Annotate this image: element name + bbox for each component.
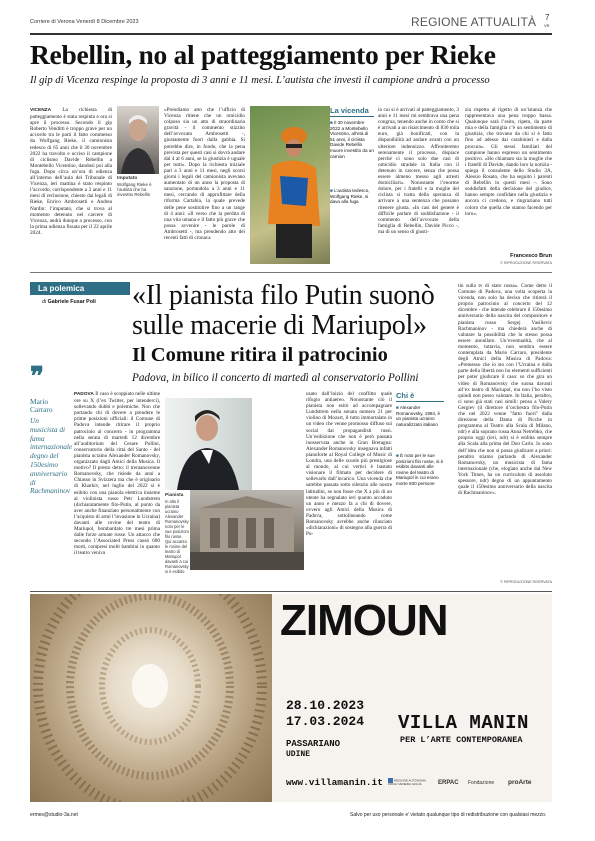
factbox2-item-1 [396, 405, 444, 427]
page-edition: VR [544, 23, 550, 28]
article1-col4: zia rispetto al rigetto di un’istanza che rappresentava una pena troppo bassa. Qualunque sarà l’esito, ripeto, da parte mia e della famiglia c’è un sentimento di giustizia, che trovano da chi si è fatto fino ad adesso dai carabinieri e dalla procura». Gli stessi familiari del campione hanno espresso un sentimento positivo. «Ho chiamato sia la moglie che i fratelli di Davide, dando loro la notizia - spiega il consulente dello Studio 3A, Alessio Rosato, che ha seguito i parenti di Rebellin in questi mesi -. Sono soddisfatti della decisione del giudice, hanno sempre confidato nella giustizia e ancora ci credono, e ringraziano tutti coloro che quella che stanno facendo per loro». [465, 107, 552, 217]
article2-subhead: Padova, in bilico il concerto di martedì al conservatorio Pollini [132, 372, 419, 384]
article2-col2: usato dall’inizio del conflitto quale rifugio antiaereo. Nonostante ciò il pianista non esitò ad accompagnare Lundstrem nella sonata numero 21 per violino di Mozart, il tutto immortalato in un video che venne promosso diffuso sui social dai propagandisti russi. Un’esibizione che non è però passata inosservata anche in Gran Bretagna: Alexander Romanovsky insegnava infatti pianoforte al Royal College of Music di Londra, una delle scuole più prestigiose al mondo, al cui vertici è bastato visionare il filmato per decidere di sollevarlo dall’incarico. Una vicenda che sarebbe passata sotto silenzio alle nostre latitudini, se non fosse che X a più di un utente ha segnalato ieri quanto accaduto un anno e mezzo fa a chi di dovere, ovvero agli Amici della Musica di Padova, sottolineando come Romanovsky avrebbe anche rilasciato «dichiarazioni» di sostegno alla guerra di Pu- [306, 391, 392, 538]
article1-dateline: VICENZA [30, 108, 52, 113]
ad-sponsor-4: proArte [508, 779, 532, 786]
article2-caption-text: In alto il pianista ucraino Alexander Romanovsky noto per le sue posizioni filo russe. Qui accanto le rovine del teatro di Mariupol davanti a cui Romanovsky si è esibito [165, 498, 189, 574]
ruins-figure [190, 490, 304, 570]
portrait-figure [117, 106, 159, 174]
article1-col1 [30, 107, 112, 267]
article2-factbox [396, 391, 446, 571]
ad-divider [30, 591, 552, 592]
article1-photo-rebellin [250, 106, 330, 264]
article2-byline [42, 299, 96, 305]
page-number: 7 [545, 13, 550, 22]
ad-artwork [30, 594, 272, 802]
article2-headline-3: Il Comune ritira il patrocinio [132, 344, 388, 366]
factbox2-bullet-icon: ■ [396, 453, 401, 458]
footer-notice: Salvo per uso personale e' vietato qualunque tipo di redistribuzione con qualsiasi mezzo. [350, 812, 547, 818]
article1-byline: Francesco Brun [510, 253, 552, 259]
article1-photo-caption [117, 176, 161, 197]
article1-rights: © RIPRODUZIONE RISERVATA [500, 261, 552, 265]
factbox-title: La vicenda [330, 106, 369, 115]
article2-byline-name: Gabriele Fusar Poli [47, 299, 96, 305]
factbox-item-2-text: L’autista tedesco, Wolfgang Rieke, si dava alla fuga [330, 188, 370, 205]
quote-author: Mario Carraro [30, 397, 53, 415]
factbox2-title: Chi è [396, 391, 415, 400]
article1-headline: Rebellin, no al patteggiamento per Rieke [30, 39, 496, 70]
article2-photo-ruins [190, 490, 304, 570]
article1-caption-title: Imputato [117, 176, 138, 181]
cyclist-figure [250, 106, 330, 264]
pianist-figure [165, 398, 252, 490]
article2-caption-title: Pianista [165, 493, 184, 498]
ad-date-end: 17.03.2024 [286, 714, 365, 729]
ad-banner[interactable] [30, 594, 552, 802]
ad-place: PASSARIANO [286, 739, 341, 749]
ad-date-start: 28.10.2023 [286, 698, 365, 713]
ad-venue: VILLA MANIN [398, 712, 529, 734]
article2-headline-2: sulle macerie di Mariupol» [132, 310, 427, 341]
factbox2-item-2 [396, 453, 444, 487]
factbox-item-1-text: Il 30 novembre 2022 a Montebello Vicentino, all’età di 51 anni, il ciclista Davide Rebellin muore investito da un camion [330, 120, 374, 159]
article2-byline-prefix: di [42, 299, 47, 305]
article1-col3: in cui si è arrivati al patteggiamento, 3 anni e 11 mesi mi sembrava una pena congrua, tenendo anche in conto che si è arrivati a un risarcimento di 830 mila euro, già bonificati, con la disponibilità ad andare avanti con un ulteriore indennizzo. Affronteremo serenamente il processo, dispiace perché ci sono solo due casi di omicidio stradale in Italia con il detenuto in carcere, senza che possa essere almeno messo agli arresti domiciliari». Nonostante l’enorme dolore, per i fratelli e la moglie del ciclista si tratta della speranza di arrivare a una sentenza che possano ritenere giusta. «In casi del genere è difficile parlare di soddisfazione - il commento dell’avvocato della famiglia di Rebellin, Davide Picco -, ma di un senso di giusti- [378, 107, 459, 235]
article1-caption-text: Wolfgang Rieke è l’autista che ha investito Rebellin [117, 181, 152, 197]
ad-title: ZIMOUN [280, 596, 448, 645]
article1-subhead: Il gip di Vicenza respinge la proposta di 3 anni e 11 mesi. L’autista che investì il campione andrà a processo [30, 75, 490, 86]
article2-photo-pianist [165, 398, 252, 490]
ad-sponsor-1-text: REGIONE AUTÒNOMA FRIULI VENEZIA GIULIA [388, 778, 426, 786]
factbox2-rule [396, 401, 444, 402]
article1-factbox [330, 106, 374, 266]
factbox-bullet-icon: ■ [330, 188, 335, 193]
factbox-item-1 [330, 120, 374, 159]
factbox2-item-2-text: È noto per le sue posizioni filo russe, si è esibito davanti alle rovine del teatro di Mariupol in cui erano morte 600 persone [396, 453, 444, 486]
header-rule [30, 33, 552, 35]
ad-sponsor-3: Fondazione [468, 780, 495, 786]
article2-headline-1: «Il pianista filo Putin suonò [132, 280, 435, 311]
factbox-item-2 [330, 188, 374, 205]
article1-col1-text: La richiesta di patteggiamento è stata respinta e ora si apre il processo. Secondo il gip Roberto Venditti è troppo grave per un accordo tra le parti il fatto commesso da Wolfgang Rieke, il camionista tedesco di 65 anni che il 30 novembre 2022 ha travolto e ucciso il campione di ciclismo Davide Rebellin a Montebello Vicentino, dandosi poi alla fuga. Dopo circa un’ora di udienza all’interno dell’aula del Tribunale di Vicenza, ieri mattina è stato respinto l’accordo, corrispondente a 3 anni e 11 mesi di reclusione, chiesto dai legali di Rieke, Enrico Ambrosetti e Andrea Nardin: l’imputato, che si trova al momento detenuto nel carcere di Vicenza, andrà dunque a processo, con la prima udienza fissata per il 22 aprile 2024. [30, 107, 112, 236]
ad-artwork-pattern [30, 594, 272, 802]
article1-col2: «Prendiamo atto che l’ufficio di Vicenza ritiene che un omicidio colposo sia un atto di straordinaria gravità - il commento stizzito dell’avvocato Ambrosetti -, giustamente fuori dalla gabbia. Si potrebbe dire, in fondo, che la pena prevista per questi casi si dovrà andare dal 4 al 6 anni, se la giustizia è uguale per tutti». Dopo la richiesta iniziale pari a 3 anni e 11 mesi, negli scorsi giorni i legali del camionista avevano aumentato di un anno la proposta di sanzione, portandola a 3 anni e 11 mesi, cercando di approfittare della riforma Cartabia, la quale prevede delle pene sostitutive fino a un range di 4 anni: «Il verso che la perdita di una vita umana e il fatto più grave che possa avvenire - le parole di Ambrosetti -, ma prendendo atto dei recenti fatti di cronaca [164, 107, 245, 241]
paper-date: Corriere di Verona Venerdì 8 Dicembre 2023 [30, 19, 139, 25]
ad-sponsor-2: ERPAC [438, 780, 459, 786]
ad-venue-sub: PER L’ARTE CONTEMPORANEA [400, 735, 523, 745]
article2-rights: © RIPRODUZIONE RISERVATA [500, 580, 552, 584]
factbox2-bullet-icon: ■ [396, 405, 400, 410]
footer-email: ermes@studio-3a.net [30, 812, 78, 818]
quote-text: Un musicista di fama internazionale degno del 150esimo anniversario di Rachmaninov [30, 416, 73, 496]
article2-kicker: La polemica [30, 282, 130, 295]
quote-mark-icon: ❞ [30, 362, 44, 391]
section-divider [30, 272, 552, 273]
article2-dateline: PADOVA [74, 392, 94, 397]
ad-place-sub: UDINE [286, 750, 311, 759]
section-label: REGIONE ATTUALITÀ [411, 15, 537, 29]
article2-col1 [74, 391, 160, 587]
article2-col3: tin sulla tv di stato russa». Come detto il Comune di Padova, una volta scoperta la vicenda, non solo ha deciso che ritirerà il proprio patrocinio al concerto del 12 dicembre - che intende celebrare il 150esimo anniversario della nascita del compositore e pianista russo Sergej Vasilievic Rachmaninov - ma chiederà anche di valutare la possibilità che lo stesso possa essere annullato. Un’eventualità, che al momento, tuttavia, non sembra essere contemplata da Mario Carraro, presidente degli Amici della Musica di Padova: «Premesso che io sto con l’Ucraina e dalla parte della libertà non ho elementi sufficienti per poter giudicare il caso: so che gira un video di Romanovsky che suona davanti all’ex teatro di Mariupol, ma non l’ho visto quindi non posso valutare. In Italia, peraltro, ci sono già stati casi simili: penso a Valery Gergiev (il direttore d’orchestra filo-Putin che nel 2022 venne "fatto fuori" dalla direzione della Dama di Picche in programma al Teatro alla Scala di Milano, ndr) e alla soprano russa Anna Netrebko, che proprio oggi (ieri, ndr) si è esibita sempre alla Scala alla prima del Don Carlo. Io sono dell’idea che non si possa giudicare a priori: peraltro stiamo parlando di Alexander Romanovsky, un musicista di fama internazionale (che, elogiato anche dal New York Times, ha un curriculum di assoluto spessore, ndr) degno di un appuntamento quale il 150esimo anniversario della nascita di Rachmaninov». [458, 283, 552, 497]
factbox2-item-1-text: Alexander Romanovsky, 1984, è un pianista ucraino naturalizzato italiano [396, 405, 441, 427]
article2-col1-text: Il caso è scoppiato nelle ultime ore su X (l’ex Twitter, per intenderci), sollevando dubbi e polemiche. Non che portando chi di dovere a prendere le prime posizioni ufficiali: il Comune di Padova intende ritirare il proprio patrocinio al concerto - in programma nella serata di martedì 12 dicembre all’auditorium del Cesare Pollini, conservatorio della città del Santo - del pianista ucraino Alexander Romanovsky, organizzato dagli Amici della Musica. Il motivo? Il presto detto: il trentanovenne Romanovsky, che risiede da anni a Chiasso in Svizzera ma che è originario di Kharkiv, nel luglio del 2022 si è esibito con una pianola elettrica insieme al violinista russo Petr Lundstrem (dichiaratamente filo-Putin, al punto da aver anche finanziato personalmente con l’acquisto di armi l’invasione in Ucraina) davanti alle rovine del teatro di Mariupol, bombardato tre mesi prima dalle forze armate russe. Un attacco che secondo l’Associated Press causò 600 morti, compresi molti bambini in quanto il teatro veniva [74, 391, 160, 557]
article2-photo-caption [165, 493, 189, 574]
factbox-rule [330, 116, 374, 117]
ad-sponsor-1 [388, 778, 432, 787]
ad-url[interactable]: www.villamanin.it [286, 777, 383, 788]
article1-photo-rieke [117, 106, 159, 174]
factbox-bullet-icon: ■ [330, 120, 335, 125]
